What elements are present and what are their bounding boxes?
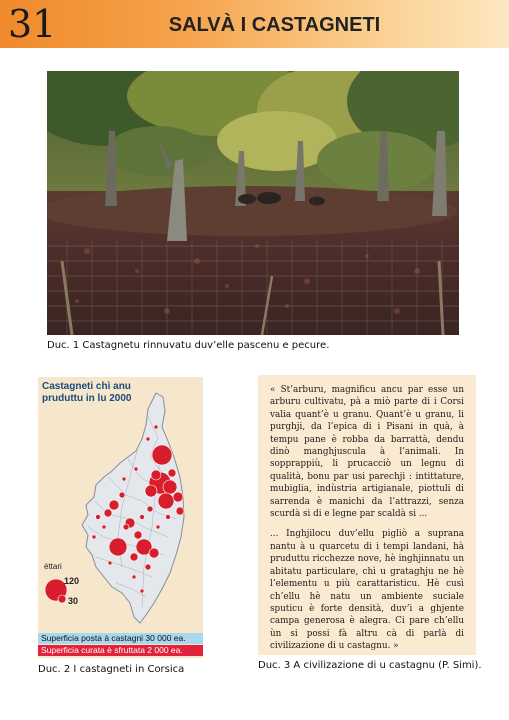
chestnut-grove-photo [47,71,459,335]
legend-value-large: 120 [64,576,80,586]
planted-area-bar: Superficia posta à castagni 30 000 ea. [38,633,203,644]
page-number: 31 [8,2,57,46]
legend-unit-label: èttari [44,562,62,571]
legend-value-small: 30 [68,596,79,606]
quote-paragraph-2: ... Inghjilocu duv’ellu pigliò a suprana nantu à u quarcetu di i tempi landani, hà pruduttu ricchezze nove, hè inghjinnatu un abitatu particulare, chì u grataghju ne hè l’elementu u più carattaristicu. Hè cusì ch’ellu hè natu un ambiente suciale sputicu è forte densità, duv’i a ghjente campa generosa è alegra. Ci pare ch’ellu ùn si possi fà altru cà di parlà di civilizazione di u castagnu. » [270,529,464,652]
quotation-box [258,375,476,655]
doc2-caption: Duc. 2 I castagneti in Corsica [38,664,185,675]
photo-illustration [47,71,459,335]
exploited-area-bar: Superficia curata è sfruttata 2 000 ea. [38,645,203,656]
quote-paragraph-1: « St’arburu, magnificu ancu par esse un arburu cultivatu, pà a miò parte di i Corsi valia quant’è u granu. Quant’è u granu, li purghji, da l’epica di i Pisani in quà, à tempu pane è robba da barrattà, dendu dinò manghjuscula à l’animali. In sopprappiù, li prucacciò un legnu di qualità, bonu par usi parechji : intittature, mubiglia, indùstria artigianale, piottuli di sarrenda è manichi da l’attrazzi, senza scurdà si di e legne par scaldà si ... [270,385,464,520]
corsica-map-illustration [38,377,203,633]
page-title: SALVÀ I CASTAGNETI [168,14,381,36]
doc1-caption: Duc. 1 Castagnetu rinnuvatu duv’elle pascenu e pecure. [47,340,330,351]
corsica-chestnut-map [38,377,203,658]
page-header [0,0,509,48]
map-title: Castagneti chì anu pruduttu in lu 2000 [42,381,132,404]
doc3-caption: Duc. 3 A civilizazione di u castagnu (P. Simi). [258,660,482,671]
